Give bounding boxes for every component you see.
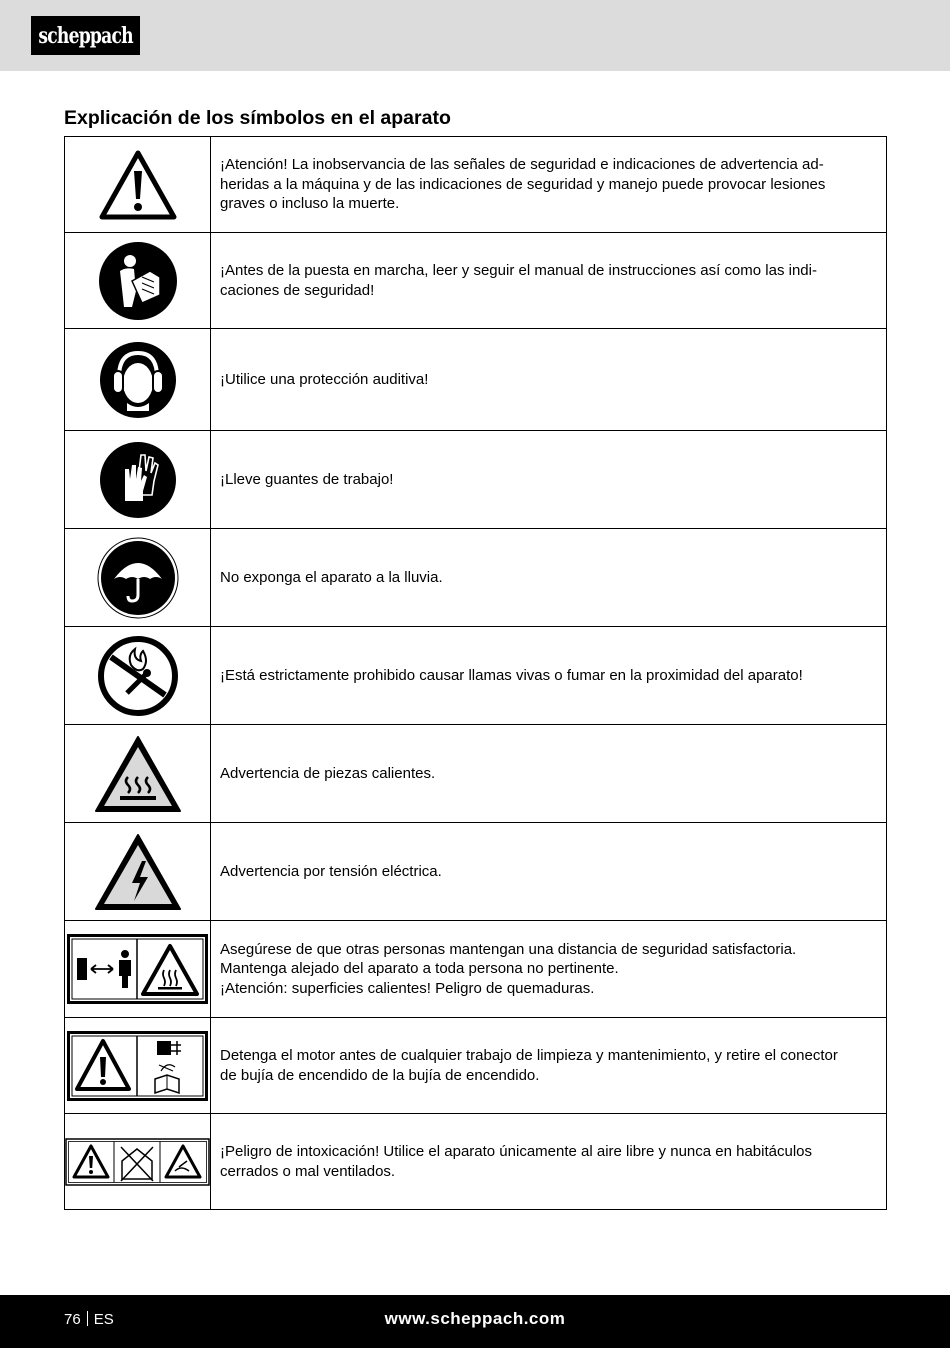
page-footer: [0, 1295, 950, 1348]
symbol-row: [65, 627, 887, 725]
page-title: Explicación de los símbolos en el aparato: [64, 107, 451, 129]
symbol-row: [65, 233, 887, 329]
stop-engine-maintenance-icon: [67, 1031, 208, 1101]
description-line: graves o incluso la muerte.: [220, 195, 400, 213]
description-line: ¡Está estrictamente prohibido causar llamas vivas o fumar en la proximidad del aparato!: [220, 666, 803, 684]
symbol-row: [65, 431, 887, 529]
symbol-description: [211, 823, 887, 921]
symbol-row: [65, 137, 887, 233]
symbol-row: [65, 823, 887, 921]
description-line: de bujía de encendido de la bujía de encendido.: [220, 1066, 540, 1084]
symbol-description: [211, 921, 887, 1018]
umbrella-icon: [97, 537, 179, 619]
icon-cell: [65, 137, 211, 233]
symbol-row: [65, 529, 887, 627]
description-line: ¡Antes de la puesta en marcha, leer y seguir el manual de instrucciones así como las indi-: [220, 262, 817, 279]
symbol-description: [211, 1018, 887, 1114]
symbol-row: [65, 725, 887, 823]
description-line: No exponga el aparato a la lluvia.: [220, 568, 443, 586]
description-line: cerrados o mal ventilados.: [220, 1162, 396, 1180]
icon-cell: [65, 921, 211, 1018]
general-warning-icon: [98, 149, 178, 221]
description-line: Advertencia por tensión eléctrica.: [220, 862, 442, 880]
description-line: ¡Utilice una protección auditiva!: [220, 370, 429, 388]
page-number: 76: [64, 1311, 81, 1328]
description-line: Mantenga alejado del aparato a toda persona no pertinente.: [220, 960, 619, 978]
symbol-description: [211, 1114, 887, 1210]
poisoning-ventilation-icon: [65, 1137, 210, 1187]
icon-cell: [65, 233, 211, 329]
symbol-description: [211, 431, 887, 529]
description-line: ¡Peligro de intoxicación! Utilice el aparato únicamente al aire libre y nunca en habitáculos: [220, 1143, 813, 1160]
description-line: Advertencia de piezas calientes.: [220, 764, 436, 782]
icon-cell: [65, 1018, 211, 1114]
symbol-description: [211, 529, 887, 627]
symbol-row: [65, 329, 887, 431]
description-line: Asegúrese de que otras personas mantengan una distancia de seguridad satisfactoria.: [220, 940, 797, 958]
icon-cell: [65, 431, 211, 529]
logo-text: scheppach: [38, 22, 133, 49]
ear-protection-icon: [99, 341, 177, 419]
language-code: ES: [93, 1311, 114, 1328]
symbol-description: [211, 627, 887, 725]
website-url: www.scheppach.com: [384, 1309, 566, 1328]
description-line: heridas a la máquina y de las indicaciones de seguridad y manejo puede provocar lesiones: [220, 175, 826, 193]
description-line: ¡Lleve guantes de trabajo!: [220, 470, 394, 488]
page-header: [0, 0, 950, 71]
description-line: ¡Atención! La inobservancia de las señales de seguridad e indicaciones de advertencia ad-: [220, 156, 824, 174]
symbols-table: [64, 136, 887, 1210]
symbol-row: [65, 1114, 887, 1210]
symbol-description: [211, 137, 887, 233]
gloves-icon: [99, 441, 177, 519]
symbol-description: [211, 329, 887, 431]
icon-cell: [65, 627, 211, 725]
icon-cell: [65, 725, 211, 823]
symbol-row: [65, 921, 887, 1018]
description-line: caciones de seguridad!: [220, 281, 375, 299]
description-line: ¡Atención: superficies calientes! Peligro de quemaduras.: [220, 979, 595, 997]
symbol-description: [211, 233, 887, 329]
safety-distance-hot-icon: [67, 934, 208, 1004]
symbol-description: [211, 725, 887, 823]
icon-cell: [65, 529, 211, 627]
scheppach-logo: [31, 16, 140, 55]
no-fire-smoking-icon: [97, 635, 179, 717]
icon-cell: [65, 329, 211, 431]
icon-cell: [65, 823, 211, 921]
electric-voltage-icon: [92, 831, 184, 913]
hot-surface-icon: [92, 733, 184, 815]
symbol-row: [65, 1018, 887, 1114]
read-manual-icon: [98, 241, 178, 321]
icon-cell: [65, 1114, 211, 1210]
description-line: Detenga el motor antes de cualquier trabajo de limpieza y mantenimiento, y retire el conector: [220, 1047, 838, 1064]
